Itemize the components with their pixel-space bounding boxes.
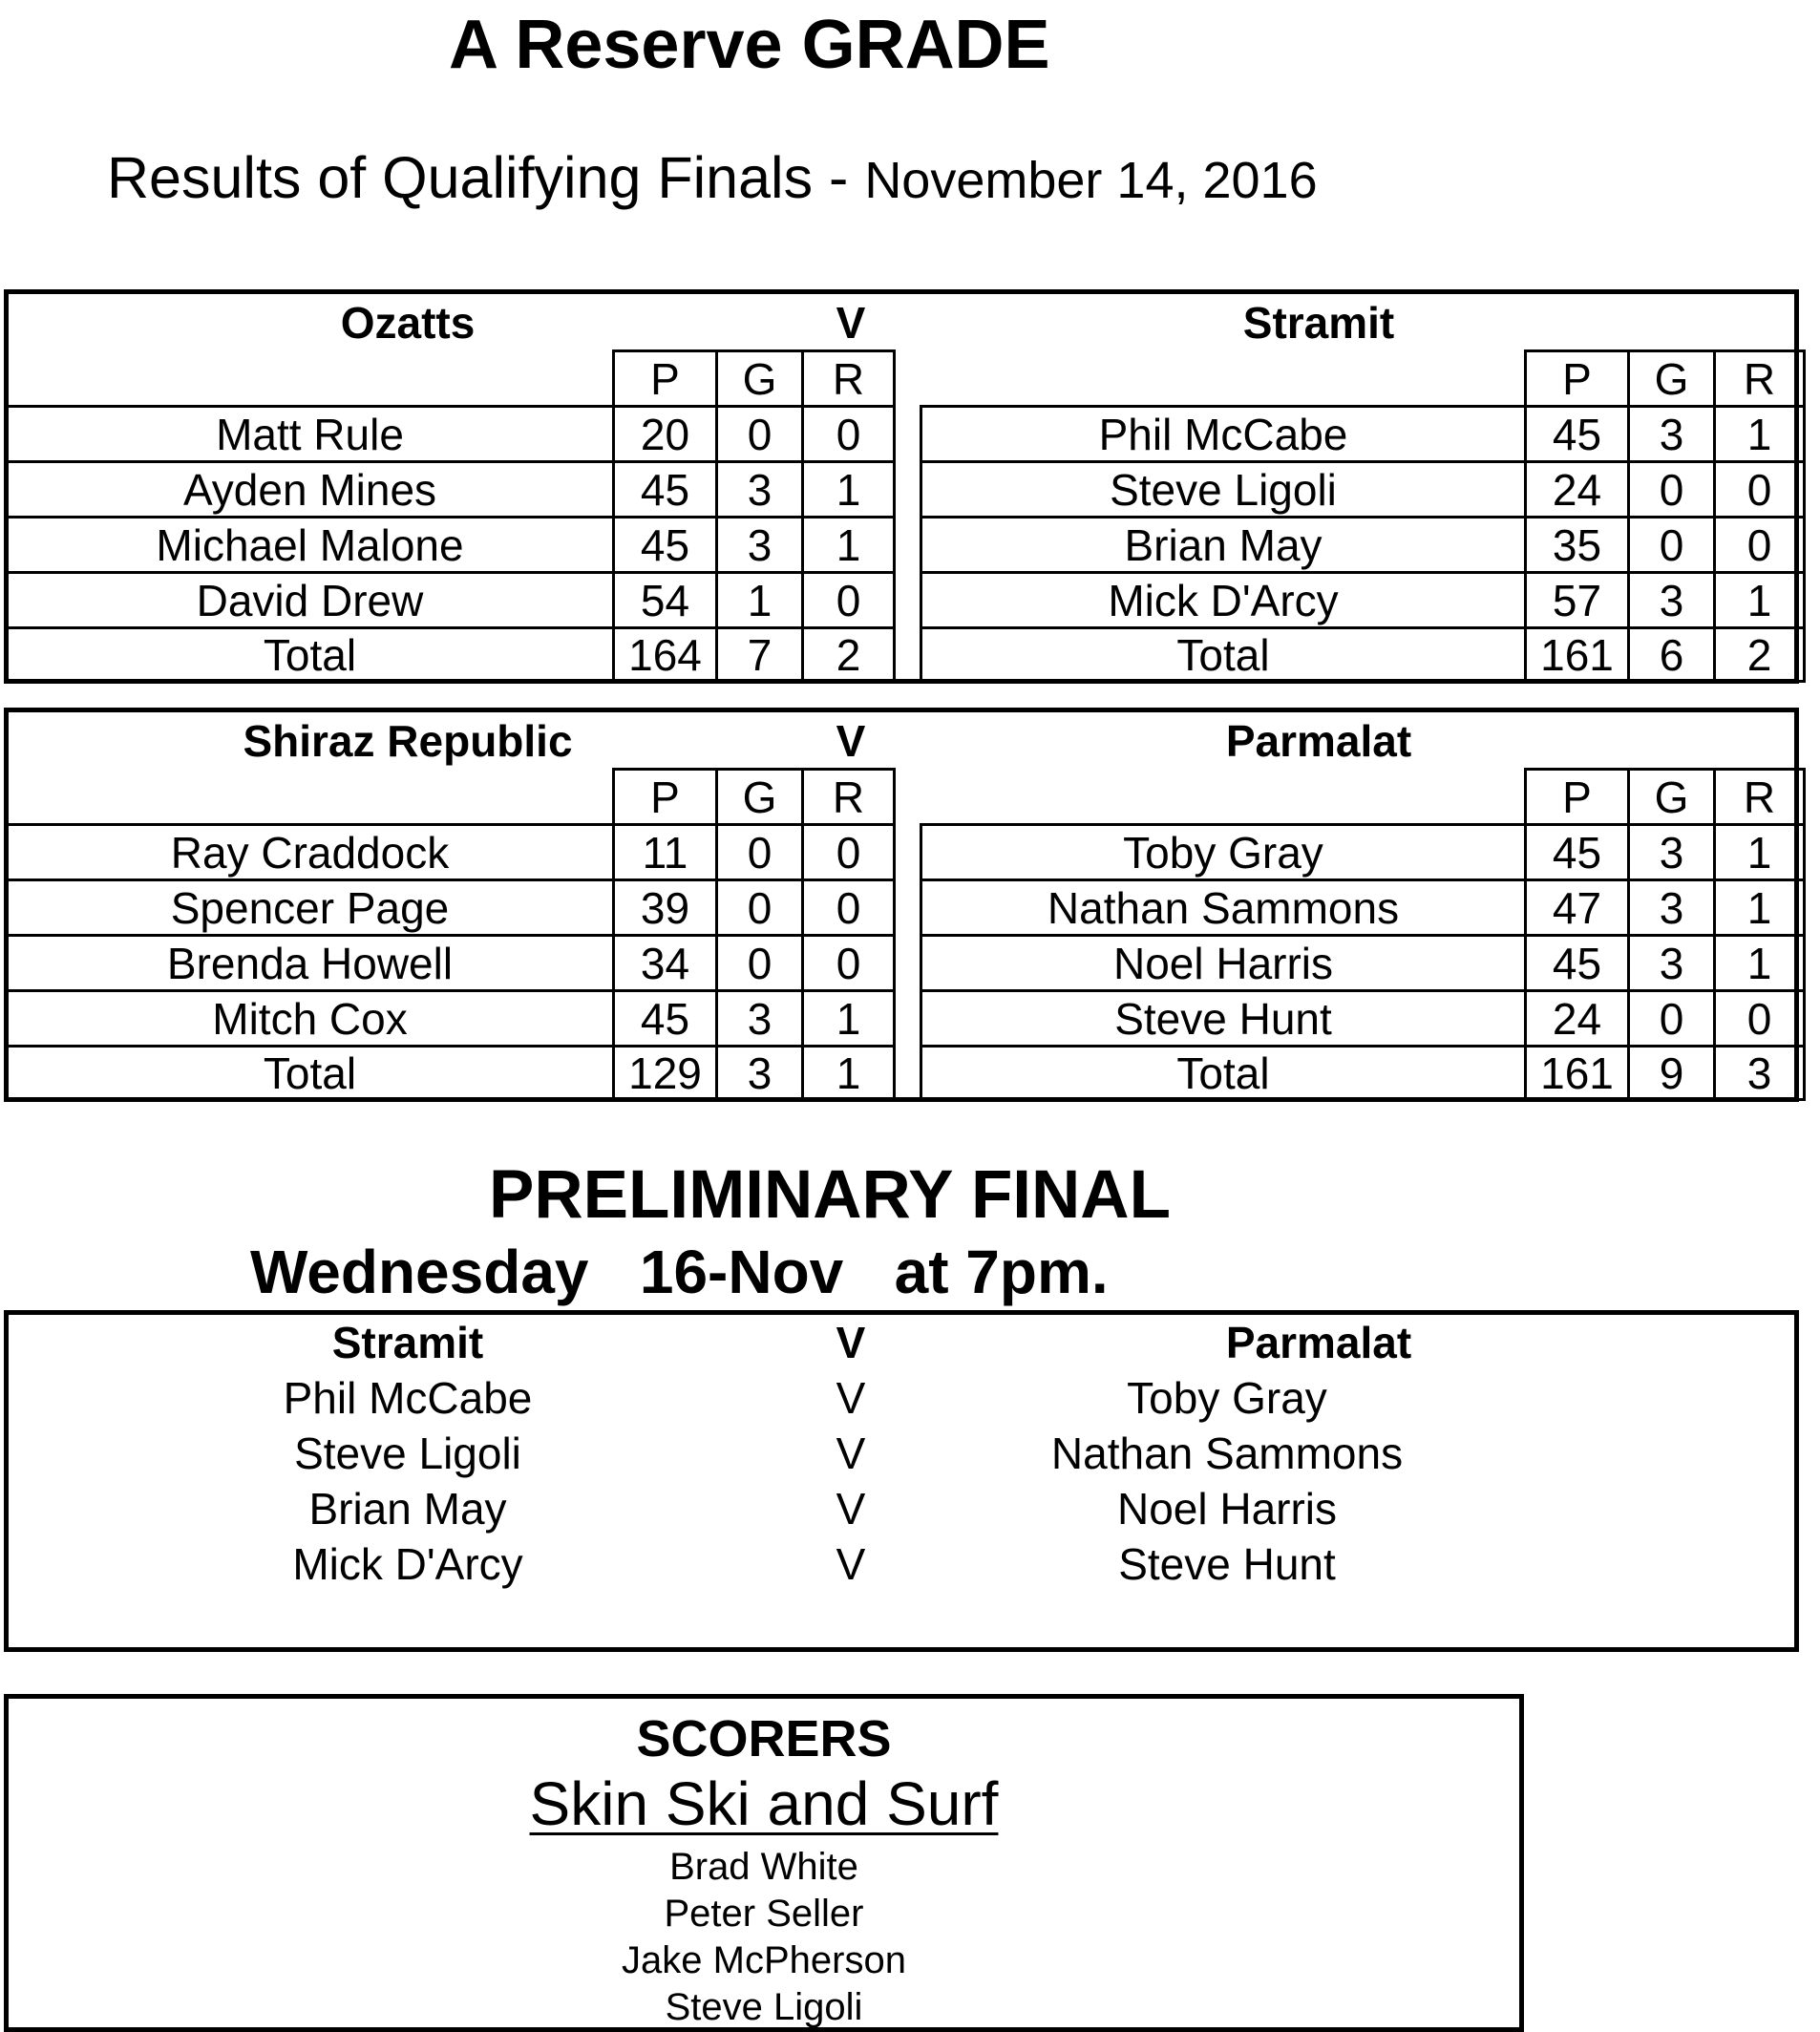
player-name: Spencer Page: [7, 880, 614, 936]
col-header-r: R: [803, 770, 895, 825]
points: 45: [1526, 936, 1629, 991]
col-header-p: P: [1526, 351, 1629, 407]
away-player: Toby Gray: [1127, 1373, 1327, 1423]
table-row: [921, 880, 1805, 936]
table-row: [7, 936, 895, 991]
away-column: [1043, 1315, 1411, 1592]
player-name: Matt Rule: [7, 407, 614, 462]
player-name: Toby Gray: [921, 825, 1526, 880]
empty-header-cell: [921, 351, 1526, 407]
result: 0: [1715, 518, 1805, 573]
player-name: Nathan Sammons: [921, 880, 1526, 936]
goals: 3: [717, 518, 803, 573]
goals: 3: [717, 991, 803, 1047]
away-player: Noel Harris: [1116, 1484, 1338, 1534]
points: 24: [1526, 462, 1629, 518]
total-goals: 6: [1629, 628, 1715, 682]
vs-text: V: [836, 1429, 866, 1478]
result: 1: [1715, 407, 1805, 462]
home-player: Mick D'Arcy: [292, 1539, 523, 1589]
col-header-g: G: [1629, 770, 1715, 825]
goals: 3: [1629, 573, 1715, 628]
result: 0: [803, 936, 895, 991]
vs-text: V: [836, 1539, 866, 1589]
col-header-g: G: [717, 770, 803, 825]
player-name: Michael Malone: [7, 518, 614, 573]
away-stats-table: [920, 349, 1806, 683]
home-player: Brian May: [308, 1484, 507, 1534]
goals: 3: [1629, 880, 1715, 936]
points: 45: [1526, 825, 1629, 880]
away-team-name: Parmalat: [1225, 1318, 1412, 1367]
empty-header-cell: [7, 351, 614, 407]
col-header-p: P: [1526, 770, 1629, 825]
goals: 0: [717, 936, 803, 991]
result: 0: [803, 573, 895, 628]
points: 45: [614, 462, 717, 518]
goals: 1: [717, 573, 803, 628]
goals: 0: [717, 825, 803, 880]
total-goals: 7: [717, 628, 803, 682]
total-label: Total: [7, 1047, 614, 1100]
result: 0: [1715, 991, 1805, 1047]
goals: 0: [717, 880, 803, 936]
total-row: [921, 628, 1805, 682]
points: 57: [1526, 573, 1629, 628]
points: 20: [614, 407, 717, 462]
player-name: Steve Hunt: [921, 991, 1526, 1047]
home-stats-table: [5, 768, 896, 1101]
match-2: [4, 708, 1799, 1102]
points: 11: [614, 825, 717, 880]
home-team-name: Shiraz Republic: [243, 716, 573, 766]
result: 0: [1715, 462, 1805, 518]
header-row: [7, 770, 895, 825]
scorers-title: SCORERS: [636, 1710, 892, 1767]
table-row: [7, 880, 895, 936]
goals: 3: [1629, 825, 1715, 880]
col-header-g: G: [1629, 351, 1715, 407]
col-header-r: R: [1715, 351, 1805, 407]
points: 34: [614, 936, 717, 991]
goals: 3: [1629, 407, 1715, 462]
subtitle: [107, 143, 1318, 228]
result: 1: [803, 462, 895, 518]
total-row: [921, 1047, 1805, 1100]
result: 0: [803, 407, 895, 462]
scorer-name: Jake McPherson: [622, 1939, 906, 1981]
total-points: 161: [1526, 628, 1629, 682]
table-row: [7, 407, 895, 462]
home-stats-table: [5, 349, 896, 683]
player-name: Phil McCabe: [921, 407, 1526, 462]
table-row: [921, 518, 1805, 573]
points: 39: [614, 880, 717, 936]
player-name: David Drew: [7, 573, 614, 628]
result: 1: [803, 518, 895, 573]
result: 1: [1715, 573, 1805, 628]
points: 54: [614, 573, 717, 628]
table-row: [921, 991, 1805, 1047]
table-row: [7, 462, 895, 518]
result: 0: [803, 825, 895, 880]
total-row: [7, 628, 895, 682]
empty-header-cell: [7, 770, 614, 825]
home-team-name: Ozatts: [340, 298, 476, 348]
player-name: Steve Ligoli: [921, 462, 1526, 518]
table-row: [7, 573, 895, 628]
result: 1: [1715, 880, 1805, 936]
col-header-g: G: [717, 351, 803, 407]
col-header-r: R: [1715, 770, 1805, 825]
table-row: [921, 825, 1805, 880]
vs-label: V: [836, 298, 866, 348]
goals: 0: [1629, 462, 1715, 518]
table-row: [7, 518, 895, 573]
empty-header-cell: [921, 770, 1526, 825]
result: 1: [803, 991, 895, 1047]
total-result: 2: [1715, 628, 1805, 682]
total-label: Total: [921, 1047, 1526, 1100]
result: 1: [1715, 825, 1805, 880]
total-label: Total: [921, 628, 1526, 682]
table-row: [921, 407, 1805, 462]
page-title: A Reserve GRADE: [449, 7, 1050, 83]
away-team-name: Stramit: [1242, 298, 1395, 348]
scorer-name: Steve Ligoli: [665, 1986, 863, 2028]
goals: 0: [1629, 518, 1715, 573]
table-row: [7, 991, 895, 1047]
total-goals: 9: [1629, 1047, 1715, 1100]
preliminary-final-box: [4, 1310, 1799, 1652]
col-header-r: R: [803, 351, 895, 407]
player-name: Brian May: [921, 518, 1526, 573]
subtitle-date: November 14, 2016: [864, 152, 1318, 209]
table-row: [921, 462, 1805, 518]
away-player: Steve Hunt: [1118, 1539, 1336, 1589]
vs-column: [836, 1315, 866, 1592]
away-player: Nathan Sammons: [1050, 1429, 1404, 1478]
vs-text: V: [836, 1373, 866, 1423]
subtitle-main: Results of Qualifying Finals -: [107, 145, 865, 210]
goals: 3: [717, 462, 803, 518]
points: 24: [1526, 991, 1629, 1047]
table-row: [7, 825, 895, 880]
scorers-team-name: Skin Ski and Surf: [529, 1769, 999, 1838]
points: 35: [1526, 518, 1629, 573]
player-name: Mitch Cox: [7, 991, 614, 1047]
result: 0: [803, 880, 895, 936]
home-player: Steve Ligoli: [294, 1429, 521, 1478]
total-result: 2: [803, 628, 895, 682]
vs-text: V: [836, 1484, 866, 1534]
scorer-name: Brad White: [669, 1846, 858, 1888]
total-points: 164: [614, 628, 717, 682]
total-label: Total: [7, 628, 614, 682]
points: 45: [614, 991, 717, 1047]
preliminary-final-schedule: Wednesday 16-Nov at 7pm.: [250, 1238, 1109, 1306]
preliminary-final-title: PRELIMINARY FINAL: [489, 1157, 1171, 1233]
table-row: [921, 936, 1805, 991]
player-name: Mick D'Arcy: [921, 573, 1526, 628]
goals: 0: [1629, 991, 1715, 1047]
vs-label: V: [836, 716, 866, 766]
points: 45: [614, 518, 717, 573]
home-column: [284, 1315, 533, 1592]
match-1: [4, 289, 1799, 684]
scorer-name: Peter Seller: [664, 1893, 864, 1935]
vs-label: V: [836, 1318, 866, 1367]
table-row: [921, 573, 1805, 628]
away-team-name: Parmalat: [1225, 716, 1412, 766]
total-result: 1: [803, 1047, 895, 1100]
scorers-list: [9, 1844, 1519, 2031]
home-team-name: Stramit: [331, 1318, 484, 1367]
away-stats-table: [920, 768, 1806, 1101]
points: 47: [1526, 880, 1629, 936]
header-row: [921, 770, 1805, 825]
total-points: 129: [614, 1047, 717, 1100]
goals: 0: [717, 407, 803, 462]
header-row: [921, 351, 1805, 407]
result: 1: [1715, 936, 1805, 991]
player-name: Ray Craddock: [7, 825, 614, 880]
player-name: Ayden Mines: [7, 462, 614, 518]
total-goals: 3: [717, 1047, 803, 1100]
col-header-p: P: [614, 770, 717, 825]
goals: 3: [1629, 936, 1715, 991]
player-name: Brenda Howell: [7, 936, 614, 991]
scorers-box: [4, 1694, 1524, 2032]
header-row: [7, 351, 895, 407]
home-player: Phil McCabe: [283, 1373, 533, 1423]
player-name: Noel Harris: [921, 936, 1526, 991]
col-header-p: P: [614, 351, 717, 407]
total-result: 3: [1715, 1047, 1805, 1100]
total-row: [7, 1047, 895, 1100]
points: 45: [1526, 407, 1629, 462]
total-points: 161: [1526, 1047, 1629, 1100]
